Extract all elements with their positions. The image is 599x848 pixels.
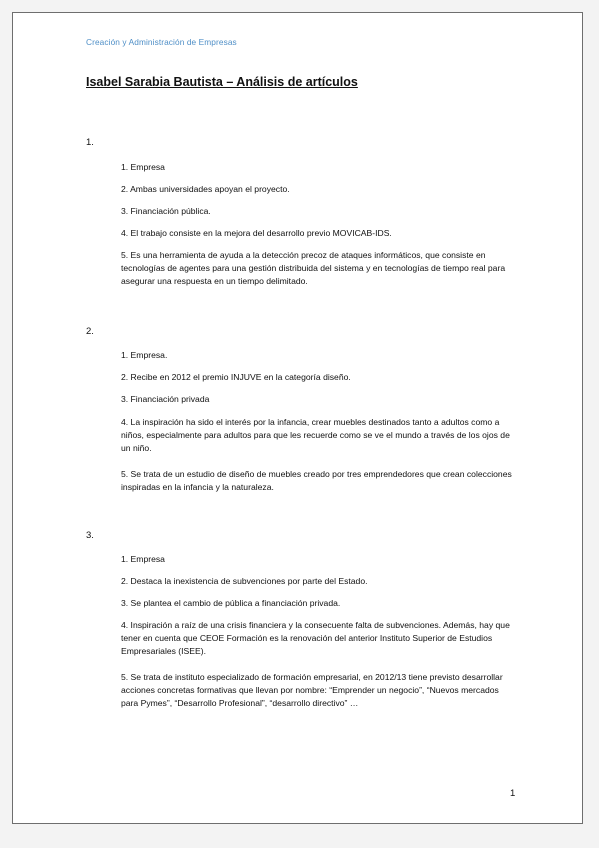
list-item: 1. Empresa.: [121, 350, 168, 360]
list-item: 2. Ambas universidades apoyan el proyecto.: [121, 184, 290, 194]
list-item: 1. Empresa: [121, 162, 165, 172]
document-title: Isabel Sarabia Bautista – Análisis de artículos: [86, 75, 358, 89]
list-item: 4. Inspiración a raíz de una crisis financiera y la consecuente falta de subvenciones. Además, hay que tener en cuenta que CEOE Formación es la renovación del anterior Instituto Superior de Estudios Empresariales (ISEE).: [121, 620, 510, 656]
list-item: 2. Destaca la inexistencia de subvenciones por parte del Estado.: [121, 576, 368, 586]
list-item: 5. Se trata de un estudio de diseño de muebles creado por tres emprendedores que crean colecciones inspiradas en la infancia y la naturaleza.: [121, 469, 512, 492]
list-item: 2. Recibe en 2012 el premio INJUVE en la categoría diseño.: [121, 372, 351, 382]
document-page: [12, 12, 583, 824]
list-item: 3. Se plantea el cambio de pública a financiación privada.: [121, 598, 341, 608]
list-item: 5. Se trata de instituto especializado de formación empresarial, en 2012/13 tiene previsto desarrollar acciones concretas formativas que llevan por nombre: “Emprender un negocio”, “Nuevos mercados para Pymes”, “Desarrollo Profesional”, “desarrollo directivo” …: [121, 672, 503, 708]
list-item: 5. Es una herramienta de ayuda a la detección precoz de ataques informáticos, que consiste en tecnologías de agentes para una gestión distribuida del sistema y en tecnologías de tiempo real para asegurar una respuesta en un tiempo delimitado.: [121, 250, 506, 286]
section-number: 2.: [86, 326, 94, 337]
list-item: 3. Financiación privada: [121, 394, 210, 404]
list-item: 3. Financiación pública.: [121, 206, 211, 216]
section-number: 3.: [86, 530, 94, 541]
list-item: 4. El trabajo consiste en la mejora del desarrollo previo MOVICAB-IDS.: [121, 228, 392, 238]
section-number: 1.: [86, 137, 94, 148]
list-item: 4. La inspiración ha sido el interés por la infancia, crear muebles destinados tanto a adultos como a niños, especialmente para adultos para que les recuerde como se ve el mundo a través de los ojos de un niño.: [121, 417, 510, 453]
page-number: 1: [510, 788, 516, 799]
running-header: Creación y Administración de Empresas: [86, 37, 237, 47]
list-item: 1. Empresa: [121, 554, 165, 564]
